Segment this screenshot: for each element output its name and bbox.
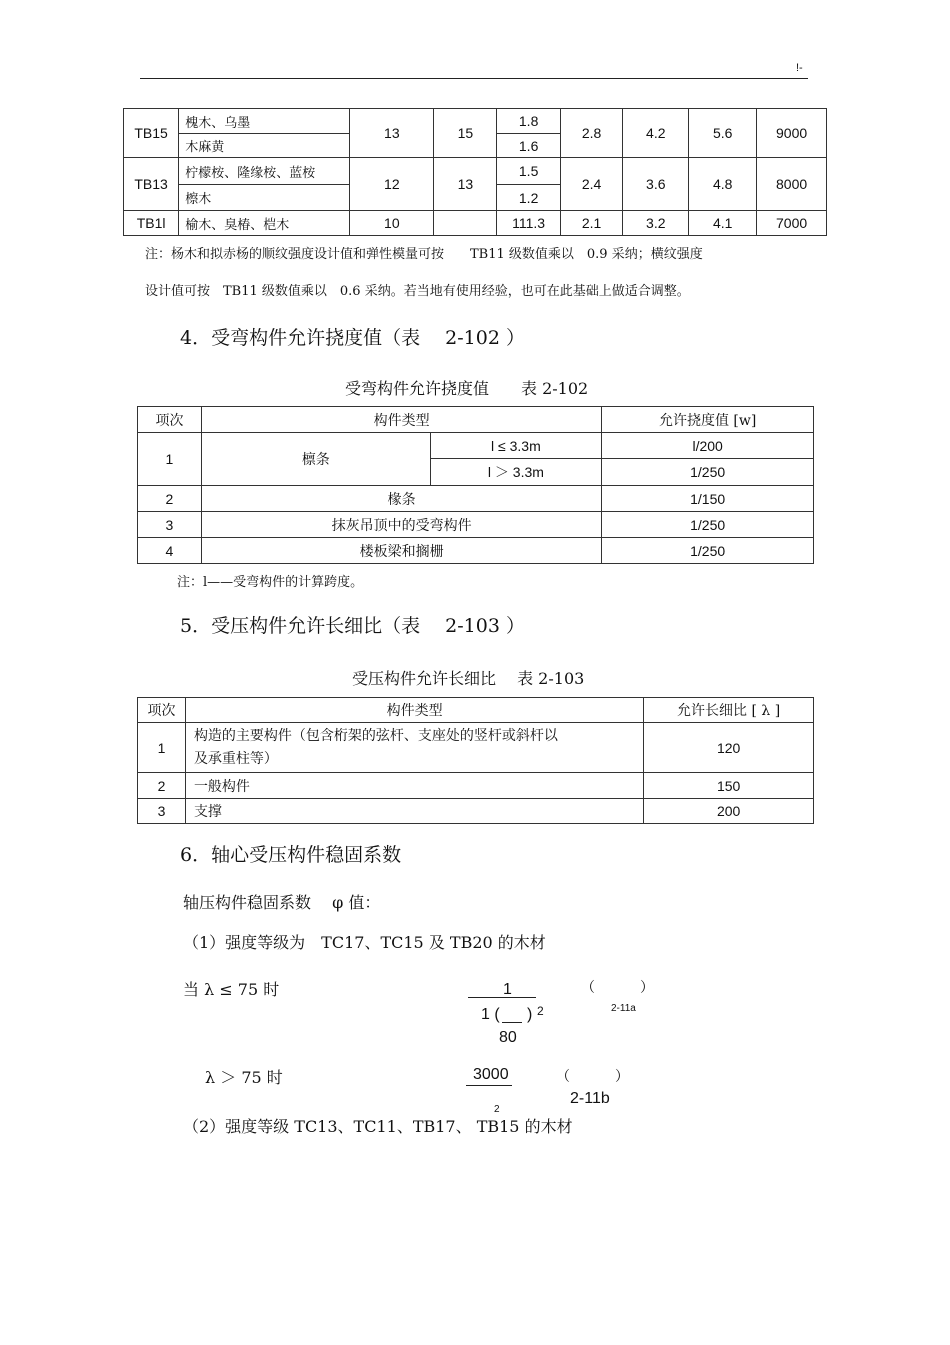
grade-cell: TB1l (124, 211, 179, 236)
formula-label: 2-11a (611, 1003, 636, 1014)
value-cell: 2.8 (560, 109, 622, 158)
header-cell: 允许长细比 [ λ ] (644, 698, 814, 723)
deflection-value: 1/150 (602, 486, 814, 512)
species-cell: 木麻黄 (179, 134, 350, 158)
span-condition: l ＞ 3.3m (430, 459, 602, 486)
condition-lambda-le-75: 当 λ ≤ 75 时 (183, 980, 280, 999)
header-rule (140, 78, 808, 79)
deflection-value: 1/250 (602, 538, 814, 564)
value-cell: 3.6 (623, 158, 689, 211)
slenderness-table (137, 697, 814, 824)
row-number: 1 (138, 723, 186, 773)
table1-note-line1: 注：杨木和拟赤杨的顺纹强度设计值和弹性模量可按 TB11 级数值乘以 0.9 采纳；横纹强度 (145, 247, 703, 262)
value-cell: 4.1 (689, 211, 757, 236)
wood-strength-table (123, 108, 827, 236)
grade-group-2: （2）强度等级 TC13、TC11、TB17、 TB15 的木材 (183, 1117, 573, 1136)
formula-numerator: 3000 (473, 1066, 509, 1083)
value-cell (434, 211, 497, 236)
species-cell: 榆木、臭椿、桤木 (179, 211, 350, 236)
slenderness-value: 200 (644, 799, 814, 824)
section4-heading: 4．受弯构件允许挠度值（表 2-102 ） (180, 327, 525, 349)
header-cell: 项次 (138, 407, 202, 433)
formula-label: 2-11b (570, 1090, 610, 1107)
value-cell: 13 (350, 109, 434, 158)
span-condition: l ≤ 3.3m (430, 433, 602, 459)
page-mark: !- (796, 62, 803, 74)
value-cell: 2.4 (560, 158, 622, 211)
slenderness-value: 120 (644, 723, 814, 773)
value-cell: 2.1 (560, 211, 622, 236)
value-cell: 3.2 (623, 211, 689, 236)
formula-denominator-close: ) (527, 1006, 533, 1023)
phi-intro: 轴压构件稳固系数 φ 值： (183, 893, 381, 912)
row-number: 3 (138, 799, 186, 824)
value-cell: 1.2 (497, 185, 560, 211)
row-number: 1 (138, 433, 202, 486)
member-type: 支撑 (185, 799, 643, 824)
row-number: 3 (138, 512, 202, 538)
deflection-table (137, 406, 814, 564)
section6-heading: 6．轴心受压构件稳固系数 (180, 844, 402, 866)
row-number: 2 (138, 773, 186, 799)
header-cell: 构件类型 (185, 698, 643, 723)
condition-lambda-gt-75: λ ＞ 75 时 (205, 1068, 283, 1087)
formula-numerator: 1 (503, 981, 512, 998)
formula-label-open: （ (581, 980, 595, 996)
header-cell: 项次 (138, 698, 186, 723)
table-103-caption: 受压构件允许长细比 表 2-103 (352, 669, 585, 688)
member-type-line: 及承重柱等） (193, 750, 278, 767)
deflection-value: l/200 (602, 433, 814, 459)
value-cell: 8000 (757, 158, 827, 211)
formula-label-close: ） (640, 980, 654, 996)
fraction-bar (468, 997, 536, 998)
inner-fraction-bar (502, 1022, 522, 1023)
table-102-note: 注：l——受弯构件的计算跨度。 (177, 575, 364, 590)
member-type: 抹灰吊顶中的受弯构件 (201, 512, 601, 538)
member-type: 楼板梁和搁栅 (201, 538, 601, 564)
section5-heading: 5．受压构件允许长细比（表 2-103 ） (180, 615, 525, 637)
row-number: 2 (138, 486, 202, 512)
member-type: 檩条 (201, 433, 430, 486)
formula-denominator-open: 1 ( (481, 1006, 500, 1023)
value-cell: 12 (350, 158, 434, 211)
grade-cell: TB15 (124, 109, 179, 158)
member-type (185, 723, 643, 773)
formula-subdenominator: 80 (499, 1029, 517, 1046)
species-cell: 柠檬桉、隆缘桉、蓝桉 (179, 158, 350, 185)
value-cell: 13 (434, 158, 497, 211)
value-cell: 111.3 (497, 211, 560, 236)
header-cell: 构件类型 (201, 407, 601, 433)
grade-group-1: （1）强度等级为 TC17、TC15 及 TB20 的木材 (183, 933, 546, 952)
formula-exponent: 2 (494, 1104, 500, 1115)
species-cell: 槐木、乌墨 (179, 109, 350, 134)
deflection-value: 1/250 (602, 459, 814, 486)
value-cell: 15 (434, 109, 497, 158)
value-cell: 1.8 (497, 109, 560, 134)
value-cell: 1.5 (497, 158, 560, 185)
deflection-value: 1/250 (602, 512, 814, 538)
member-type-line: 构造的主要构件（包含桁架的弦杆、支座处的竖杆或斜杆以 (193, 727, 558, 744)
row-number: 4 (138, 538, 202, 564)
value-cell: 4.2 (623, 109, 689, 158)
value-cell: 9000 (757, 109, 827, 158)
formula-exponent: 2 (537, 1004, 544, 1018)
value-cell: 10 (350, 211, 434, 236)
value-cell: 7000 (757, 211, 827, 236)
table1-note-line2: 设计值可按 TB11 级数值乘以 0.6 采纳。若当地有使用经验，也可在此基础上做适合调整。 (145, 284, 690, 299)
fraction-bar (466, 1085, 512, 1086)
value-cell: 5.6 (689, 109, 757, 158)
member-type: 椽条 (201, 486, 601, 512)
species-cell: 檫木 (179, 185, 350, 211)
value-cell: 1.6 (497, 134, 560, 158)
value-cell: 4.8 (689, 158, 757, 211)
table-102-caption: 受弯构件允许挠度值 表 2-102 (345, 379, 589, 398)
slenderness-value: 150 (644, 773, 814, 799)
member-type: 一般构件 (185, 773, 643, 799)
formula-label-close: ） (615, 1069, 629, 1085)
formula-label-open: （ (556, 1069, 570, 1085)
header-cell: 允许挠度值 [w] (602, 407, 814, 433)
grade-cell: TB13 (124, 158, 179, 211)
